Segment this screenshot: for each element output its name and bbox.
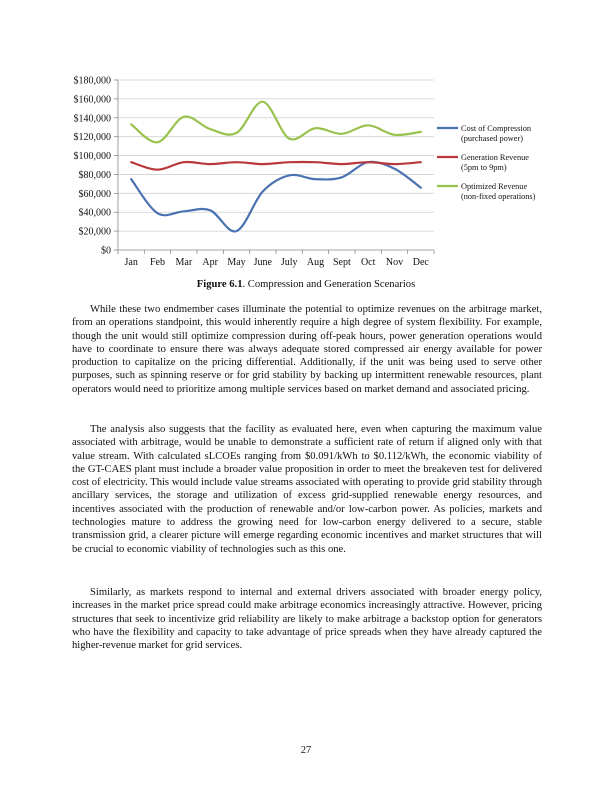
figure-label: Figure 6.1: [196, 279, 243, 290]
series-line: [131, 162, 421, 170]
y-tick-label: $160,000: [73, 94, 111, 106]
figure-caption-text: . Compression and Generation Scenarios: [242, 279, 416, 290]
x-tick-label: Aug: [306, 257, 325, 268]
y-tick-label: $100,000: [73, 151, 111, 163]
x-axis-tick-labels: [124, 257, 429, 268]
paragraph: Similarly, as markets respond to internal and external drivers associated with broader energy policy, increases in the market price spread could make arbitrage economics increasingly attractive. However, pricing structures that seek to incentivize grid reliability are likely to make arbitrage a backstop option for generators who have the flexibility and capacity to take advantage of price spreads when they have already captured the higher-revenue market for grid services.: [72, 587, 542, 652]
x-tick-label: Sept: [332, 257, 351, 268]
y-tick-label: $20,000: [78, 226, 111, 238]
y-axis-tick-labels: [74, 76, 112, 257]
paragraph: While these two endmember cases illuminate the potential to optimize revenues on the arbitrage market, from an operations standpoint, this would inherently require a high degree of system flexibility. For example, though the unit would still optimize compression during off-peak hours, power generation operations would have to coordinate to ensure there was always adequate stored compressed air energy available for power production to capitalize on the pricing differential. Additionally, if the unit was being used to serve other purposes, such as spinning reserve or for grid stability by backing up intermittent renewable resources, plant operators would need to prioritize among multiple services based on market demand and associated pricing.: [72, 304, 542, 395]
legend-label-detail: (5pm to 9pm): [461, 163, 507, 172]
figure-caption: [0, 279, 612, 290]
y-tick-label: $40,000: [78, 207, 111, 219]
y-tick-label: $0: [101, 245, 111, 257]
paragraph: The analysis also suggests that the facility as evaluated here, even when capturing the maximum value associated with arbitrage, would be unable to demonstrate a sufficient rate of return if aligned only with that value stream. With calculated sLCOEs ranging from $0.091/kWh to $0.112/kWh, the economic viability of the GT-CAES plant must include a broader value proposition in order to meet the breakeven test for delivered cost of electricity. This would include value streams associated with operating to provide grid stability through ancillary services, the storage and utilization of excess grid-supplied renewable energy resources, and incentives associated with the production of renewable and/or low-carbon power. As policies, markets and technologies mature to address the growing need for low-carbon energy delivered to a secure, stable transmission grid, a clearer picture will emerge regarding economic incentives and market structures that will be crucial to economic viability of technologies such as this one.: [72, 424, 542, 555]
y-tick-label: $80,000: [78, 169, 111, 181]
series-line: [131, 162, 421, 232]
x-tick-label: Jan: [124, 257, 138, 268]
legend-label: Optimized Revenue: [461, 182, 528, 191]
legend-label: Generation Revenue: [461, 153, 529, 162]
y-tick-label: $60,000: [78, 188, 111, 200]
y-tick-label: $140,000: [73, 113, 111, 125]
chart-legend: [437, 124, 536, 201]
chart-gridlines: [114, 80, 434, 254]
x-tick-label: Oct: [360, 257, 376, 268]
legend-label: Cost of Compression: [461, 124, 532, 133]
x-tick-label: Mar: [175, 257, 193, 268]
x-tick-label: Nov: [385, 257, 404, 268]
legend-label-detail: (non-fixed operations): [461, 192, 536, 201]
x-tick-label: Feb: [150, 257, 165, 268]
y-tick-label: $120,000: [73, 132, 111, 144]
line-chart: [0, 0, 612, 280]
x-tick-label: Dec: [412, 257, 429, 268]
legend-label-detail: (purchased power): [461, 134, 523, 143]
y-tick-label: $180,000: [73, 75, 111, 87]
x-tick-label: June: [253, 257, 273, 268]
page-number: 27: [300, 745, 312, 756]
x-tick-label: Apr: [202, 257, 218, 268]
x-tick-label: May: [227, 257, 246, 268]
x-tick-label: July: [280, 257, 298, 268]
